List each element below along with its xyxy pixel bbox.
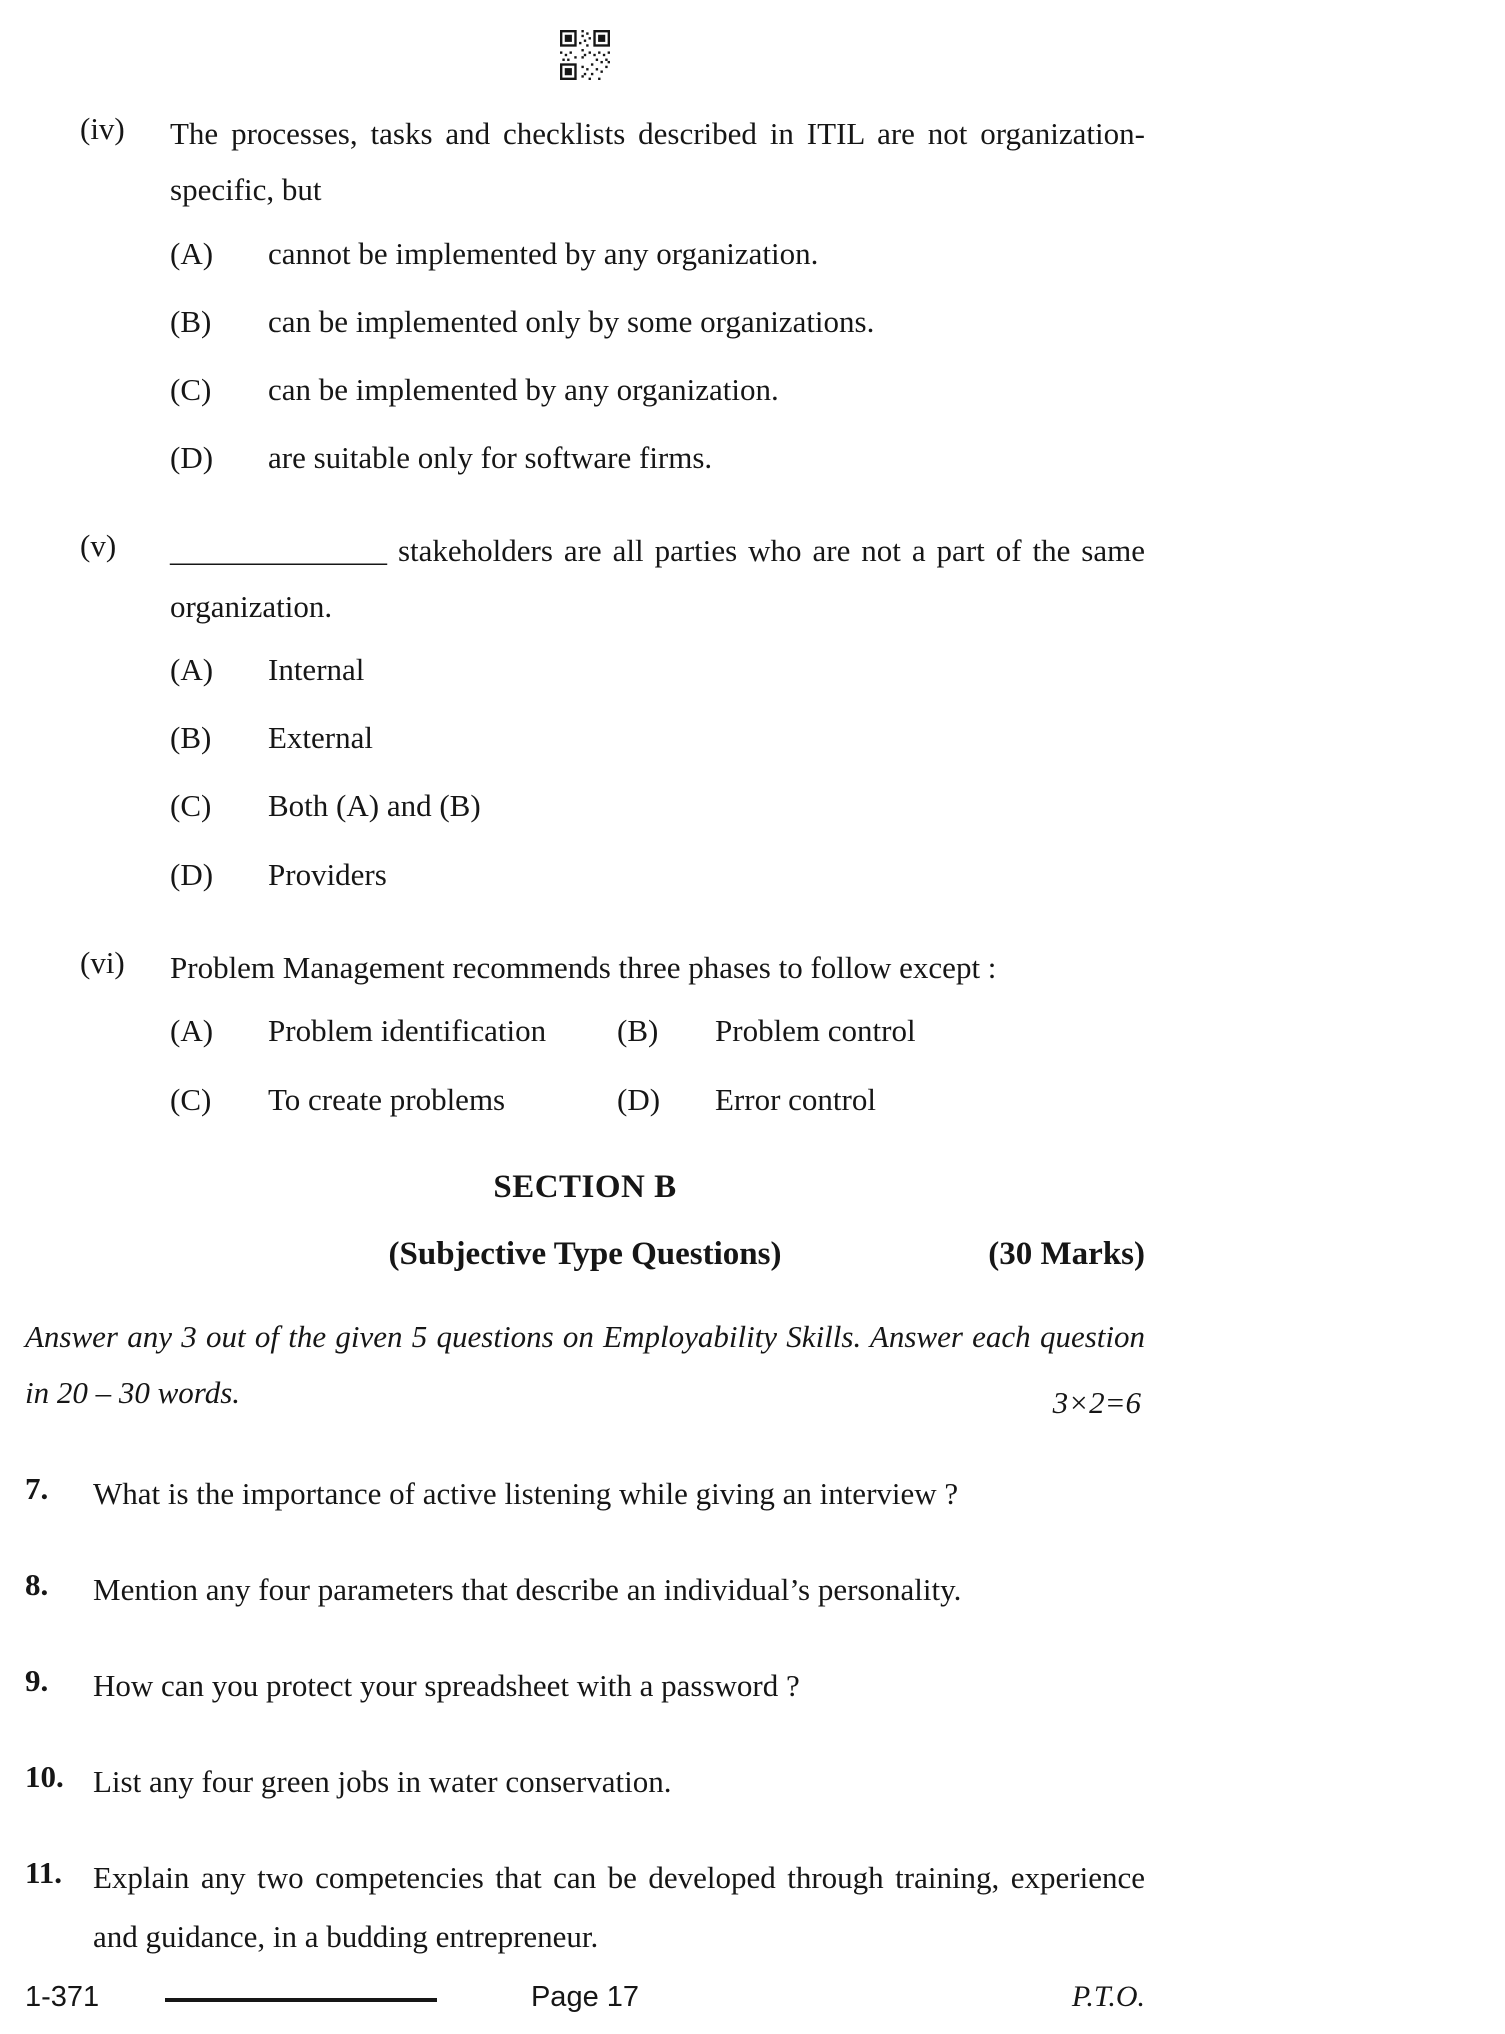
question-text: Problem Management recommends three phases to follow except : bbox=[170, 949, 997, 985]
question-number: 9. bbox=[25, 1662, 49, 1698]
page-number: Page 17 bbox=[530, 1981, 640, 2013]
option-row-d bbox=[617, 1080, 1145, 1119]
options-list bbox=[170, 234, 1145, 477]
instruction-marks: 3×2=6 bbox=[1052, 1385, 1141, 1421]
question-vi bbox=[25, 940, 1145, 1120]
question-9 bbox=[25, 1657, 1145, 1716]
options-grid bbox=[170, 1011, 1145, 1119]
option-text: Internal bbox=[268, 652, 365, 688]
option-text: To create problems bbox=[268, 1082, 506, 1118]
question-10 bbox=[25, 1753, 1145, 1812]
question-number: (iv) bbox=[80, 111, 125, 146]
question-body bbox=[170, 523, 1145, 894]
question-text: Mention any four parameters that describe an individual’s personality. bbox=[93, 1571, 962, 1607]
question-text: Explain any two competencies that can be developed through training, experience and guidance, in a budding entrepreneur. bbox=[93, 1859, 1145, 1954]
option-text: can be implemented only by some organizations. bbox=[268, 303, 875, 339]
option-text: Providers bbox=[268, 856, 387, 892]
option-row-a bbox=[170, 650, 1145, 689]
option-text: Both (A) and (B) bbox=[268, 788, 481, 824]
option-label: (A) bbox=[170, 235, 214, 271]
question-text: ______________ stakeholders are all parties who are not a part of the same organization. bbox=[170, 532, 1145, 624]
option-row-c bbox=[170, 370, 1145, 409]
option-label: (D) bbox=[170, 856, 214, 892]
option-row-b bbox=[170, 302, 1145, 341]
section-title: SECTION B bbox=[493, 1169, 677, 1206]
section-header bbox=[25, 1169, 1145, 1273]
question-number: (v) bbox=[80, 527, 117, 563]
option-text: Error control bbox=[715, 1082, 876, 1118]
qr-code-icon bbox=[558, 30, 612, 80]
option-row-d bbox=[170, 438, 1145, 477]
section-instruction bbox=[25, 1309, 1145, 1421]
option-label: (C) bbox=[170, 1082, 212, 1118]
question-number: 8. bbox=[25, 1566, 49, 1602]
question-v bbox=[25, 523, 1145, 894]
option-label: (B) bbox=[170, 720, 212, 756]
option-row-c bbox=[170, 1080, 617, 1119]
option-text: can be implemented by any organization. bbox=[268, 371, 779, 407]
question-text: List any four green jobs in water conservation. bbox=[93, 1763, 672, 1799]
question-number: 10. bbox=[25, 1758, 64, 1794]
question-number: (vi) bbox=[80, 944, 125, 980]
section-subtitle-row bbox=[25, 1236, 1145, 1273]
section-marks: (30 Marks) bbox=[988, 1236, 1145, 1273]
option-row-d bbox=[170, 855, 1145, 894]
paper-code: 1-371 bbox=[25, 1981, 100, 2013]
option-label: (C) bbox=[170, 371, 212, 407]
instruction-text: Answer any 3 out of the given 5 questions on Employability Skills. Answer each question in 20 – 30 words. bbox=[25, 1319, 1145, 1411]
option-row-a bbox=[170, 234, 1145, 273]
page-footer bbox=[25, 1980, 1145, 2016]
option-text: are suitable only for software firms. bbox=[268, 439, 713, 475]
options-list bbox=[170, 650, 1145, 893]
option-label: (A) bbox=[170, 652, 214, 688]
pto-label: P.T.O. bbox=[1071, 1980, 1145, 2013]
question-number: 11. bbox=[25, 1854, 63, 1890]
question-text: How can you protect your spreadsheet with a password ? bbox=[93, 1667, 800, 1703]
question-text: What is the importance of active listening while giving an interview ? bbox=[93, 1476, 959, 1512]
section-subtitle: (Subjective Type Questions) bbox=[388, 1236, 782, 1273]
option-label: (D) bbox=[617, 1082, 661, 1118]
option-row-c bbox=[170, 786, 1145, 825]
question-11 bbox=[25, 1849, 1145, 1967]
option-row-b bbox=[170, 718, 1145, 757]
option-label: (A) bbox=[170, 1013, 214, 1049]
option-text: Problem identification bbox=[268, 1013, 547, 1049]
option-label: (D) bbox=[170, 439, 214, 475]
option-label: (B) bbox=[617, 1013, 659, 1049]
option-row-a bbox=[170, 1011, 617, 1050]
option-label: (B) bbox=[170, 303, 212, 339]
question-iv bbox=[25, 106, 1145, 477]
question-8 bbox=[25, 1561, 1145, 1620]
question-body bbox=[170, 940, 1145, 1120]
option-text: External bbox=[268, 720, 374, 756]
option-text: cannot be implemented by any organization. bbox=[268, 235, 819, 271]
question-7 bbox=[25, 1465, 1145, 1524]
question-body bbox=[170, 106, 1145, 477]
question-number: 7. bbox=[25, 1471, 49, 1507]
option-label: (C) bbox=[170, 788, 212, 824]
question-text: The processes, tasks and checklists described in ITIL are not organization-specific, but bbox=[170, 116, 1145, 207]
option-row-b bbox=[617, 1011, 1145, 1050]
option-text: Problem control bbox=[715, 1013, 916, 1049]
